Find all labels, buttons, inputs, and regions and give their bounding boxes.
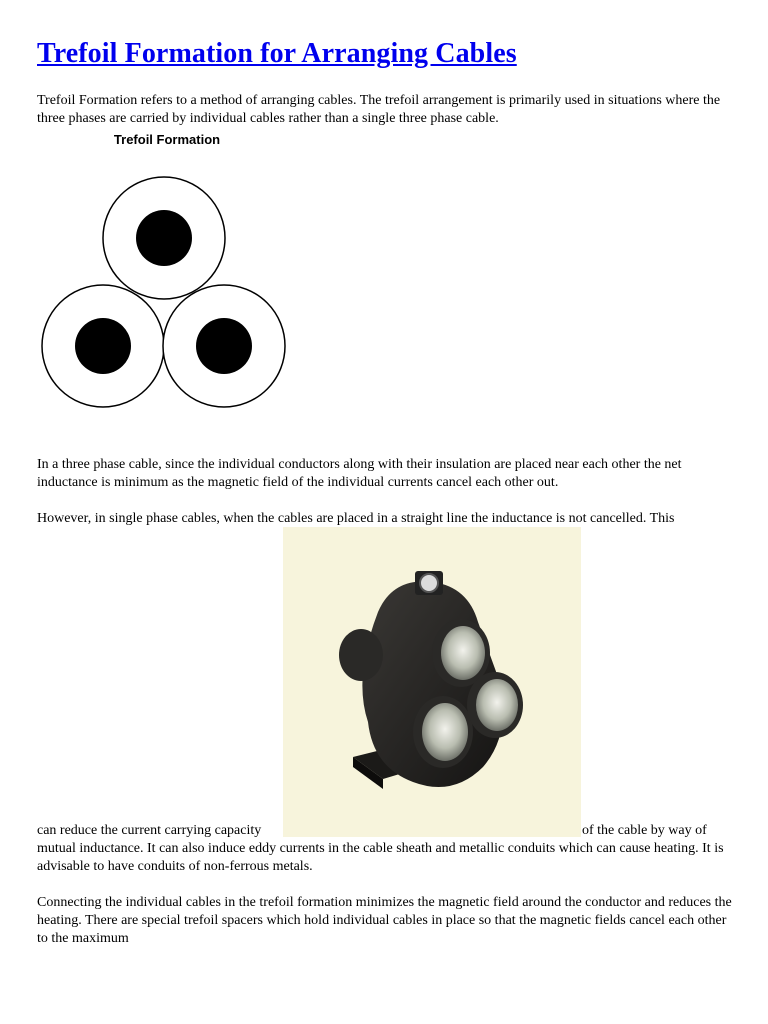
connecting-paragraph: Connecting the individual cables in the trefoil formation minimizes the magnetic field around the conductor and reduces the heating. There are special trefoil spacers which hold individual cables in place so that the magnetic fields cancel each other to the maximum bbox=[37, 895, 732, 946]
three-phase-paragraph: In a three phase cable, since the individual conductors along with their insulation are placed near each other the net inductance is minimum as the magnetic field of the individual currents cancel each other out. bbox=[37, 457, 682, 490]
intro-paragraph: Trefoil Formation refers to a method of arranging cables. The trefoil arrangement is primarily used in situations where the three phases are carried by individual cables rather than a single three phase cable. bbox=[37, 93, 721, 126]
reduce-paragraph-rest: mutual inductance. It can also induce eddy currents in the cable sheath and metallic conduits which can cause heating. It is advisable to have conduits of non-ferrous metals. bbox=[37, 841, 724, 874]
cable-left-conductor bbox=[75, 318, 131, 374]
trefoil-clamp-photo bbox=[283, 527, 581, 837]
page-title[interactable]: Trefoil Formation for Arranging Cables bbox=[37, 38, 517, 69]
cable-top-conductor bbox=[136, 210, 192, 266]
cable-right-conductor bbox=[196, 318, 252, 374]
single-phase-paragraph: However, in single phase cables, when the cables are placed in a straight line the inductance is not cancelled. This bbox=[37, 511, 675, 526]
diagram-caption: Trefoil Formation bbox=[113, 132, 221, 147]
trefoil-diagram bbox=[30, 128, 300, 418]
reduce-paragraph-start: can reduce the current carrying capacity bbox=[37, 823, 262, 838]
reduce-paragraph-mid: of the cable by way of bbox=[582, 823, 707, 838]
